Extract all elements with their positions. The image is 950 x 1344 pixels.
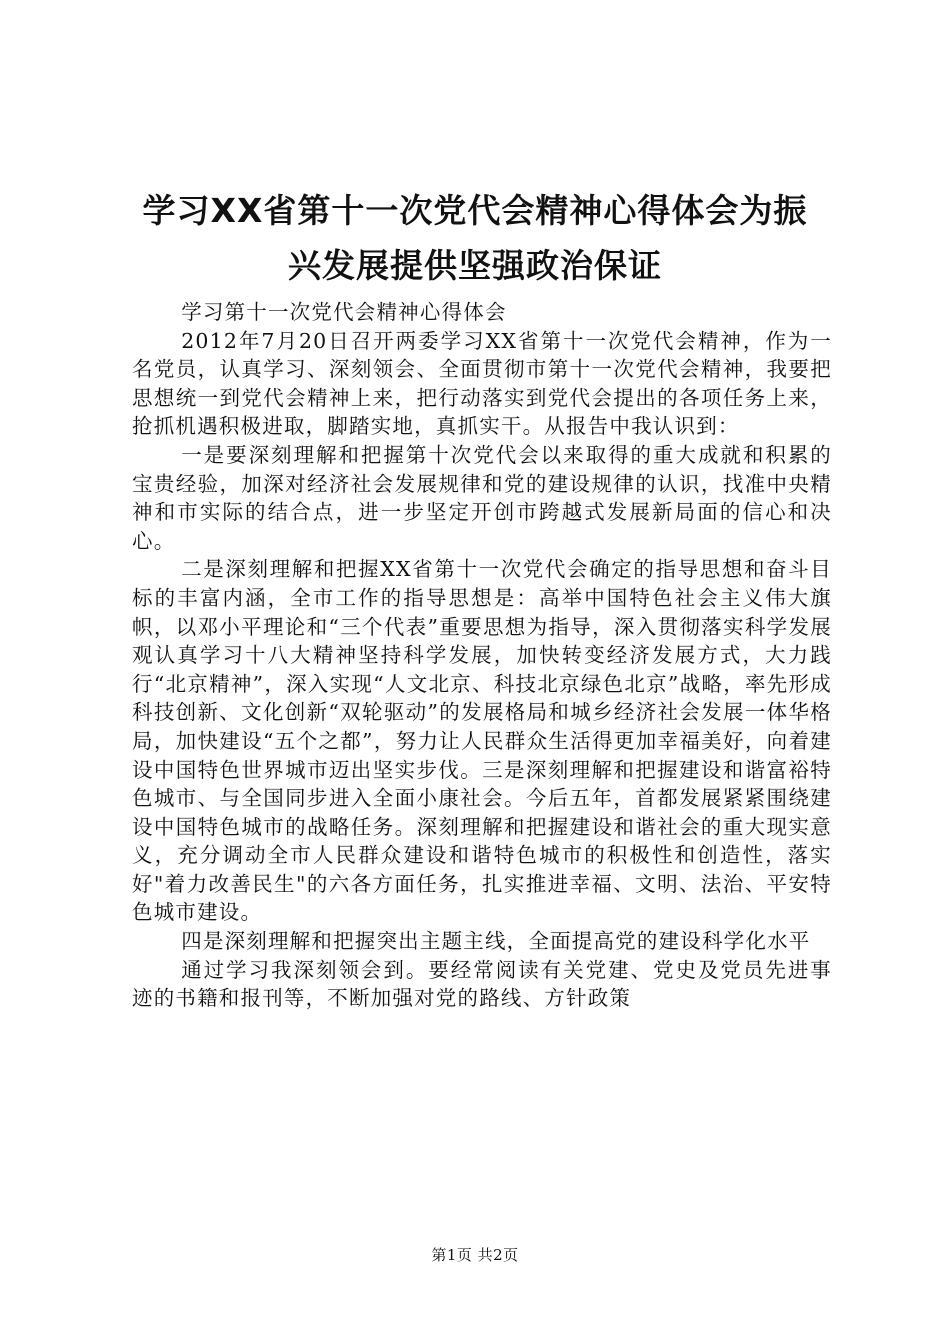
title-line-1: 学习XX省第十一次党代会精神心得体会为振: [142, 191, 808, 230]
paragraph-conclusion: 通过学习我深刻领会到。要经常阅读有关党建、党史及党员先进事迹的书籍和报刊等，不断加强对党的路线、方针政策: [132, 957, 832, 1011]
paragraph-intro: 2012年7月20日召开两委学习XX省第十一次党代会精神，作为一名党员，认真学习、深刻领会、全面贯彻市第十一次党代会精神，我要把思想统一到党代会精神上来，把行动落实到党代会提出的各项任务上来，抢抓机遇积极进取，脚踏实地，真抓实干。从报告中我认识到：: [132, 328, 832, 439]
paragraph-subtitle: 学习第十一次党代会精神心得体会: [181, 300, 507, 324]
title-line-2: 兴发展提供坚强政治保证: [288, 246, 662, 285]
paragraph-point-1: 一是要深刻理解和把握第十次党代会以来取得的重大成就和积累的宝贵经验，加深对经济社会发展规律和党的建设规律的认识，找准中央精神和市实际的结合点，进一步坚定开创市跨越式发展新局面的信心和决心。: [132, 442, 832, 553]
paragraph-point-2-3: 二是深刻理解和把握XX省第十一次党代会确定的指导思想和奋斗目标的丰富内涵，全市工作的指导思想是：高举中国特色社会主义伟大旗帜，以邓小平理论和“三个代表”重要思想为指导，深入贯彻落实科学发展观认真学习十八大精神坚持科学发展，加快转变经济发展方式，大力践行“北京精神”，深入实现“人文北京、科技北京绿色北京”战略，率先形成科技创新、文化创新“双轮驱动”的发展格局和城乡经济社会发展一体华格局，加快建设“五个之都”，努力让人民群众生活得更加幸福美好，向着建设中国特色世界城市迈出坚实步伐。三是深刻理解和把握建设和谐富裕特色城市、与全国同步进入全面小康社会。今后五年，首都发展紧紧围绕建设中国特色城市的战略任务。深刻理解和把握建设和谐社会的重大现实意义，充分调动全市人民群众建设和谐特色城市的积极性和创造性，落实好"着力改善民生"的六各方面任务，扎实推进幸福、文明、法治、平安特色城市建设。: [132, 557, 832, 925]
paragraph-point-4: 四是深刻理解和把握突出主题主线，全面提高党的建设科学化水平: [181, 929, 811, 954]
page-number-footer: 第1页 共2页: [431, 1246, 519, 1264]
document-title: [100, 183, 850, 293]
document-body: [132, 298, 832, 1013]
